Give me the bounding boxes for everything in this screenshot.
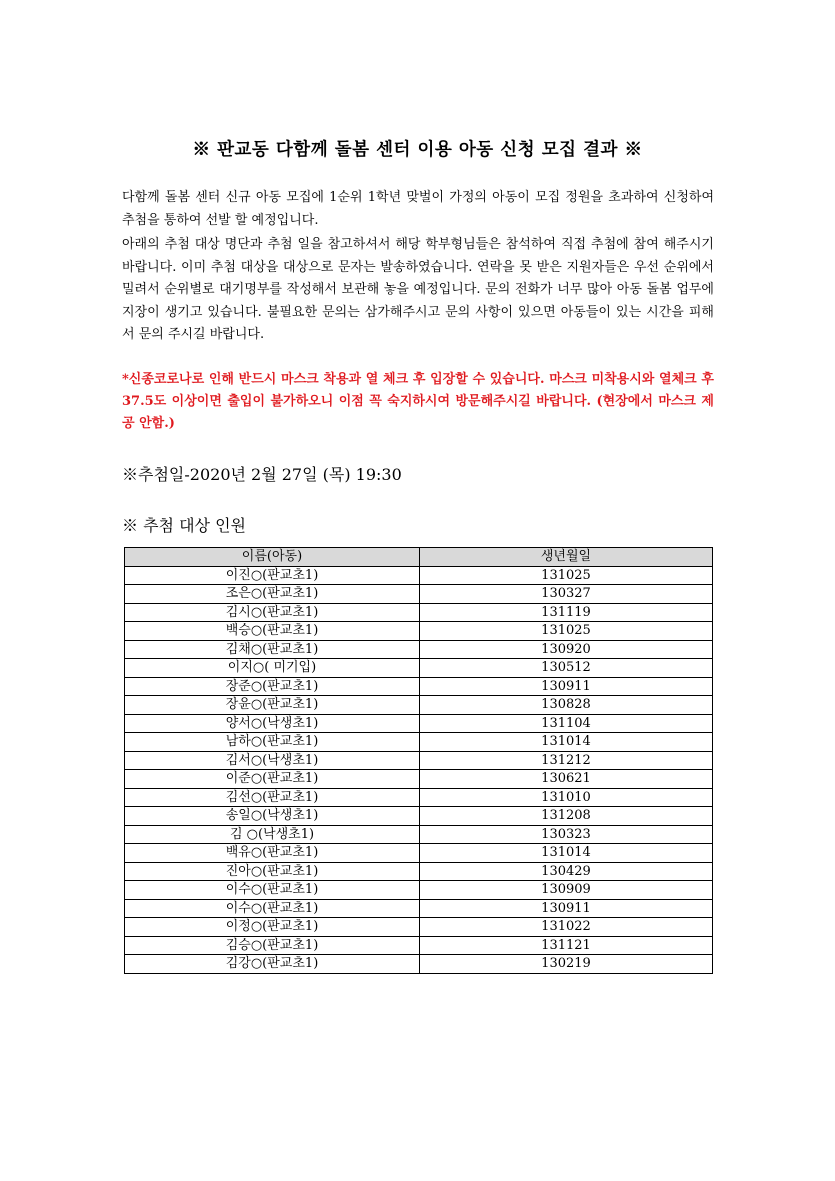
child-name-cell: 김서○(낙생초1) <box>125 751 420 770</box>
child-name-cell: 이지○( 미기입) <box>125 659 420 678</box>
header-name: 이름(아동) <box>125 548 420 567</box>
table-row <box>125 733 713 752</box>
instructions-paragraph: 아래의 추첨 대상 명단과 추첨 일을 참고하셔서 해당 학부형님들은 참석하여 직접 추첨에 참여 해주시기 바랍니다. 이미 추첨 대상을 대상으로 문자는 발송하였습니다. 연락을 못 받은 지원자들은 우선 순위에서 밀려서 순위별로 대기명부를 작성해서 보관해 놓을 예정입니다. 문의 전화가 너무 많아 아동 돌봄 업무에 지장이 생기고 있습니다. 불필요한 문의는 삼가해주시고 문의 사항이 있으면 아동들이 있는 시간을 피해서 문의 주시길 바랍니다. <box>122 237 714 343</box>
intro-paragraph: 다함께 돌봄 센터 신규 아동 모집에 1순위 1학년 맞벌이 가정의 아동이 모집 정원을 초과하여 신청하여 추첨을 통하여 선발 할 예정입니다. <box>122 190 714 228</box>
table-row <box>125 696 713 715</box>
birthdate-cell: 131212 <box>420 751 713 770</box>
table-row <box>125 714 713 733</box>
section-title: ※ 추첨 대상 인원 <box>122 516 246 535</box>
child-name-cell: 백유○(판교초1) <box>125 844 420 863</box>
table-row <box>125 788 713 807</box>
child-name-cell: 양서○(낙생초1) <box>125 714 420 733</box>
table-row <box>125 659 713 678</box>
birthdate-cell: 130621 <box>420 770 713 789</box>
birthdate-cell: 131119 <box>420 603 713 622</box>
birthdate-cell: 131010 <box>420 788 713 807</box>
table-row <box>125 770 713 789</box>
table-row <box>125 825 713 844</box>
child-name-cell: 김 ○(낙생초1) <box>125 825 420 844</box>
table-row <box>125 677 713 696</box>
table-row <box>125 936 713 955</box>
child-name-cell: 장준○(판교초1) <box>125 677 420 696</box>
table-row <box>125 862 713 881</box>
table-header-row <box>125 548 713 567</box>
child-name-cell: 백승○(판교초1) <box>125 622 420 641</box>
page-title: ※ 판교동 다함께 돌봄 센터 이용 아동 신청 모집 결과 ※ <box>192 140 643 160</box>
child-name-cell: 조은○(판교초1) <box>125 585 420 604</box>
child-name-cell: 진아○(판교초1) <box>125 862 420 881</box>
table-row <box>125 807 713 826</box>
birthdate-cell: 131025 <box>420 622 713 641</box>
child-name-cell: 이수○(판교초1) <box>125 881 420 900</box>
table-row <box>125 751 713 770</box>
child-name-cell: 김시○(판교초1) <box>125 603 420 622</box>
birthdate-cell: 130219 <box>420 955 713 974</box>
table-row <box>125 603 713 622</box>
table-row <box>125 899 713 918</box>
birthdate-cell: 130512 <box>420 659 713 678</box>
birthdate-cell: 130327 <box>420 585 713 604</box>
table-row <box>125 881 713 900</box>
table-row <box>125 566 713 585</box>
birthdate-cell: 130911 <box>420 677 713 696</box>
child-name-cell: 이진○(판교초1) <box>125 566 420 585</box>
birthdate-cell: 130911 <box>420 899 713 918</box>
birthdate-cell: 130909 <box>420 881 713 900</box>
birthdate-cell: 131014 <box>420 844 713 863</box>
birthdate-cell: 130323 <box>420 825 713 844</box>
birthdate-cell: 130920 <box>420 640 713 659</box>
header-birthdate: 생년월일 <box>420 548 713 567</box>
birthdate-cell: 131208 <box>420 807 713 826</box>
mask-notice: *신종코로나로 인해 반드시 마스크 착용과 열 체크 후 입장할 수 있습니다. 마스크 미착용시와 열체크 후 37.5도 이상이면 출입이 불가하오니 이점 꼭 숙지하시여 방문해주시길 바랍니다. (현장에서 마스크 제공 안함.) <box>122 372 714 431</box>
birthdate-cell: 131025 <box>420 566 713 585</box>
birthdate-cell: 131104 <box>420 714 713 733</box>
birthdate-cell: 131121 <box>420 936 713 955</box>
birthdate-cell: 131022 <box>420 918 713 937</box>
table-row <box>125 622 713 641</box>
child-name-cell: 이정○(판교초1) <box>125 918 420 937</box>
candidate-table <box>124 547 713 974</box>
child-name-cell: 김선○(판교초1) <box>125 788 420 807</box>
child-name-cell: 남하○(판교초1) <box>125 733 420 752</box>
child-name-cell: 이수○(판교초1) <box>125 899 420 918</box>
table-body <box>125 566 713 973</box>
table-row <box>125 955 713 974</box>
table-row <box>125 918 713 937</box>
birthdate-cell: 130828 <box>420 696 713 715</box>
child-name-cell: 김강○(판교초1) <box>125 955 420 974</box>
child-name-cell: 장윤○(판교초1) <box>125 696 420 715</box>
child-name-cell: 송일○(낙생초1) <box>125 807 420 826</box>
child-name-cell: 김채○(판교초1) <box>125 640 420 659</box>
table-row <box>125 844 713 863</box>
table-row <box>125 585 713 604</box>
birthdate-cell: 130429 <box>420 862 713 881</box>
child-name-cell: 김승○(판교초1) <box>125 936 420 955</box>
draw-date: ※추첨일-2020년 2월 27일 (목) 19:30 <box>122 465 402 484</box>
birthdate-cell: 131014 <box>420 733 713 752</box>
table-row <box>125 640 713 659</box>
child-name-cell: 이준○(판교초1) <box>125 770 420 789</box>
